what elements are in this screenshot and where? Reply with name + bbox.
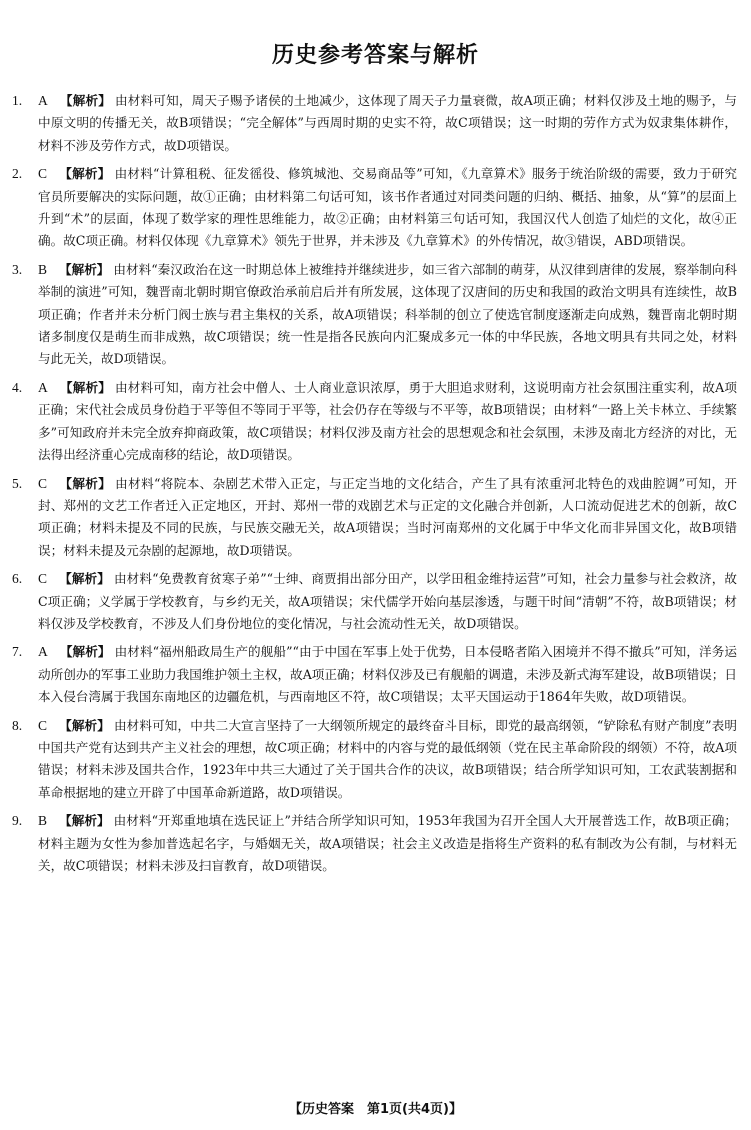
answer-item: [12, 715, 737, 805]
question-number: 1.: [12, 93, 23, 108]
answer-item: [12, 377, 737, 467]
question-number: 9.: [12, 813, 23, 829]
analysis-tag: 【解析】: [59, 717, 110, 733]
answer-letter: A: [38, 93, 48, 108]
question-number: 2.: [12, 166, 23, 182]
question-number: 8.: [12, 717, 23, 733]
answer-item: [12, 90, 737, 157]
answer-letter: B: [38, 261, 48, 277]
page-footer: 【历史答案 第1页(共4页)】: [289, 1102, 462, 1117]
answer-letter: A: [38, 379, 48, 395]
answer-letter: C: [38, 166, 48, 182]
analysis-text: 由材料“福州船政局生产的舰船”“由于中国在军事上处于优势，日本侵略者陷入困境并不得不撤兵”可知，洋务运动所创办的军事工业助力我国维护领土主权，故A项正确；材料仅涉及已有舰船的调遣，未涉及新式海军建设，故B项错误；日本入侵台湾属于我国东南地区的边疆危机，与西南地区不符，故C项错误；太平天国运动于1864年失败，故D项错误。: [38, 644, 737, 705]
analysis-tag: 【解析】: [59, 571, 110, 587]
answer-letter: A: [38, 644, 48, 660]
analysis-text: 由材料“将院本、杂剧艺术带入正定，与正定当地的文化结合，产生了具有浓重河北特色的戏曲腔调”可知，开封、郑州的文艺工作者迁入正定地区，开封、郑州一带的戏剧艺术与正定的文化融合并创新，人口流动促进艺术的创新，故C项正确；材料未提及不同的民族，与民族交融无关，故A项错误；当时河南郑州的文化属于中华文化而非异国文化，故B项错误；材料未提及元杂剧的起源地，故D项错误。: [38, 475, 737, 558]
analysis-text: 由材料“秦汉政治在这一时期总体上被维持并继续进步，如三省六部制的萌芽，从汉律到唐律的发展，察举制向科举制的演进”可知，魏晋南北朝时期官僚政治承前启后并有所发展，这体现了汉唐间的历史和我国的政治文明具有连续性，故B项正确；作者并未分析门阀士族与君主集权的关系，故A项错误；科举制的创立了使选官制度逐渐走向成熟，魏晋南北朝时期诸多制度仅是萌生而非成熟，故C项错误；统一性是指各民族向内汇聚成多元一体的中华民族，各地文明具有共同之处，材料与此无关，故D项错误。: [38, 261, 737, 367]
analysis-text: 由材料“计算租税、征发徭役、修筑城池、交易商品等”可知，《九章算术》服务于统治阶级的需要，致力于研究官员所要解决的实际问题，故①正确；由材料第二句话可知，该书作者通过对同类问题的归纳、概括、抽象，从“算”的层面上升到“术”的层面，体现了数学家的理性思维能力，故②正确；由材料第三句话可知，我国汉代人创造了灿烂的文化，故④正确。故C项正确。材料仅体现《九章算术》领先于世界，并未涉及《九章算术》的外传情况，故③错误，ABD项错误。: [38, 166, 738, 249]
analysis-text: 由材料可知，南方社会中僧人、士人商业意识浓厚，勇于大胆追求财利，这说明南方社会氛围注重实利，故A项正确；宋代社会成员身份趋于平等但不等同于平等，社会仍存在等级与不平等，故B项错误；由材料“一路上关卡林立、手续繁多”可知政府并未完全放弃抑商政策，故C项错误；材料仅涉及南方社会的思想观念和社会氛围，未涉及南北方经济的对比，无法得出经济重心完成南移的结论，故D项错误。: [38, 379, 737, 463]
answer-letter: C: [38, 717, 48, 733]
analysis-text: 由材料可知，周天子赐予诸侯的土地减少，这体现了周天子力量衰微，故A项正确；材料仅涉及土地的赐予，与中原文明的传播无关，故B项错误；“完全解体”与西周时期的史实不符，故C项错误；这一时期的劳作方式为奴隶集体耕作，材料不涉及劳作方式，故D项错误。: [38, 93, 737, 153]
answer-item: [12, 259, 737, 371]
analysis-tag: 【解析】: [59, 166, 111, 182]
answer-item: [12, 473, 737, 563]
question-number: 6.: [12, 571, 23, 587]
question-number: 3.: [12, 261, 23, 277]
analysis-tag: 【解析】: [59, 379, 111, 395]
analysis-tag: 【解析】: [59, 475, 112, 491]
answer-letter: C: [38, 571, 48, 587]
answer-item: [12, 810, 737, 877]
answer-item: [12, 163, 737, 253]
analysis-tag: 【解析】: [59, 813, 110, 829]
analysis-text: 由材料“免费教育贫寒子弟”“士绅、商贾捐出部分田产，以学田租金维持运营”可知，社会力量参与社会救济，故C项正确；义学属于学校教育，与乡约无关，故A项错误；宋代儒学开始向基层渗透，与题干时间“清朝”不符，故B项错误；材料仅涉及学校教育，不涉及人们身份地位的变化情况，与社会流动性无关，故D项错误。: [38, 571, 738, 631]
answer-item: [12, 641, 737, 708]
analysis-tag: 【解析】: [59, 261, 110, 277]
question-number: 4.: [12, 379, 23, 395]
analysis-text: 由材料可知，中共二大宣言坚持了一大纲领所规定的最终奋斗目标，即党的最高纲领，“铲除私有财产制度”表明中国共产党有达到共产主义社会的理想，故C项正确；材料中的内容与党的最低纲领（党在民主革命阶段的纲领）不符，故A项错误；材料未涉及国共合作，1923年中共三大通过了关于国共合作的决议，故B项错误；结合所学知识可知，工农武装割据和革命根据地的建立开辟了中国革命新道路，故D项错误。: [38, 717, 737, 800]
answer-letter: C: [38, 475, 48, 491]
answer-list: [12, 90, 737, 883]
analysis-tag: 【解析】: [59, 93, 111, 108]
question-number: 7.: [12, 644, 23, 660]
page-title: 历史参考答案与解析: [271, 43, 479, 68]
question-number: 5.: [12, 475, 23, 491]
answer-letter: B: [38, 813, 48, 829]
analysis-text: 由材料“开郑重地填在选民证上”并结合所学知识可知，1953年我国为召开全国人大开展普选工作，故B项正确；材料主题为女性为参加普选起名字，与婚姻无关，故A项错误；社会主义改造是指将生产资料的私有制改为公有制，与材料无关，故C项错误；材料未涉及扫盲教育，故D项错误。: [38, 813, 738, 873]
answer-item: [12, 568, 737, 635]
analysis-tag: 【解析】: [59, 644, 111, 660]
